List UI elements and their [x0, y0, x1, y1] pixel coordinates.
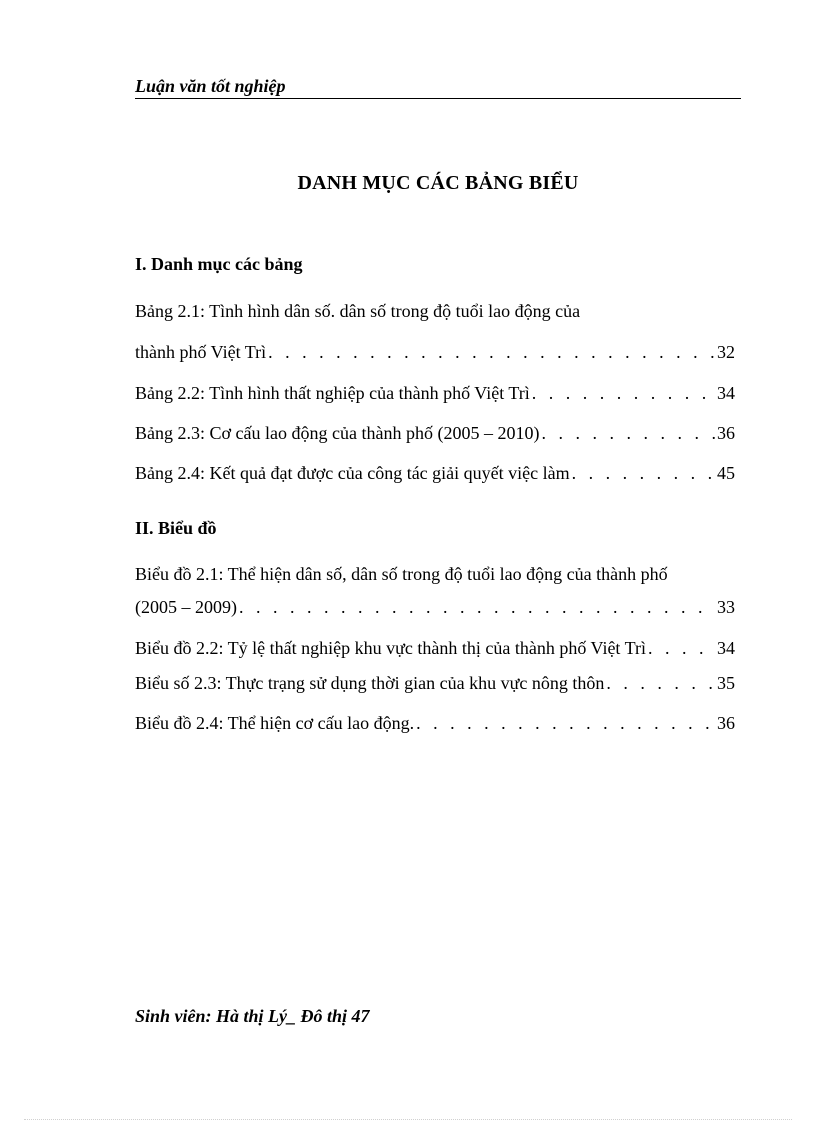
- dot-leader: [541, 422, 715, 444]
- running-header: Luận văn tốt nghiệp: [135, 74, 741, 99]
- toc-page-number: 36: [717, 713, 735, 733]
- toc-entry-text: (2005 – 2009): [135, 597, 237, 617]
- toc-page-number: 34: [717, 383, 735, 403]
- toc-entry-text: Biểu đồ 2.4: Thể hiện cơ cấu lao động.: [135, 713, 415, 733]
- toc-entry-chart-2-1-line1: Biểu đồ 2.1: Thể hiện dân số, dân số trong độ tuổi lao động của thành phố: [135, 564, 668, 584]
- section-heading-tables: I. Danh mục các bảng: [135, 254, 303, 274]
- toc-page-number: 35: [717, 673, 735, 693]
- section-heading-charts: II. Biểu đồ: [135, 518, 217, 538]
- dot-leader: [572, 462, 715, 484]
- toc-entry-text: Biểu số 2.3: Thực trạng sử dụng thời gian của khu vực nông thôn: [135, 673, 605, 693]
- running-footer: Sinh viên: Hà thị Lý_ Đô thị 47: [135, 1006, 370, 1026]
- toc-entry-table-2-2: [135, 382, 735, 404]
- toc-entry-chart-2-4: [135, 712, 735, 734]
- toc-entry-text: thành phố Việt Trì: [135, 342, 267, 362]
- toc-page-number: 36: [717, 423, 735, 443]
- dot-leader: [606, 672, 715, 694]
- toc-entry-table-2-1-line1: Bảng 2.1: Tình hình dân số. dân số trong độ tuổi lao động của: [135, 301, 581, 321]
- dot-leader: [268, 341, 715, 363]
- toc-entry-text: Bảng 2.2: Tình hình thất nghiệp của thành phố Việt Trì: [135, 383, 530, 403]
- toc-page-number: 45: [717, 463, 735, 483]
- toc-page-number: 33: [717, 597, 735, 617]
- toc-entry-table-2-3: [135, 422, 735, 444]
- toc-entry-chart-2-2: [135, 637, 735, 659]
- toc-page-number: 34: [717, 638, 735, 658]
- document-title: DANH MỤC CÁC BẢNG BIỂU: [297, 172, 579, 194]
- toc-entry-chart-2-1: [135, 596, 735, 618]
- toc-entry-text: Biểu đồ 2.2: Tỷ lệ thất nghiệp khu vực thành thị của thành phố Việt Trì: [135, 638, 646, 658]
- toc-entry-table-2-1: [135, 341, 735, 363]
- toc-entry-text: Bảng 2.4: Kết quả đạt được của công tác giải quyết việc làm: [135, 463, 570, 483]
- toc-entry-text: Bảng 2.3: Cơ cấu lao động của thành phố (2005 – 2010): [135, 423, 540, 443]
- page-bottom-divider: [24, 1119, 792, 1120]
- dot-leader: [416, 712, 715, 734]
- dot-leader: [648, 637, 715, 659]
- toc-entry-table-2-4: [135, 462, 735, 484]
- dot-leader: [239, 596, 715, 618]
- dot-leader: [532, 382, 715, 404]
- toc-page-number: 32: [717, 342, 735, 362]
- toc-entry-chart-2-3: [135, 672, 735, 694]
